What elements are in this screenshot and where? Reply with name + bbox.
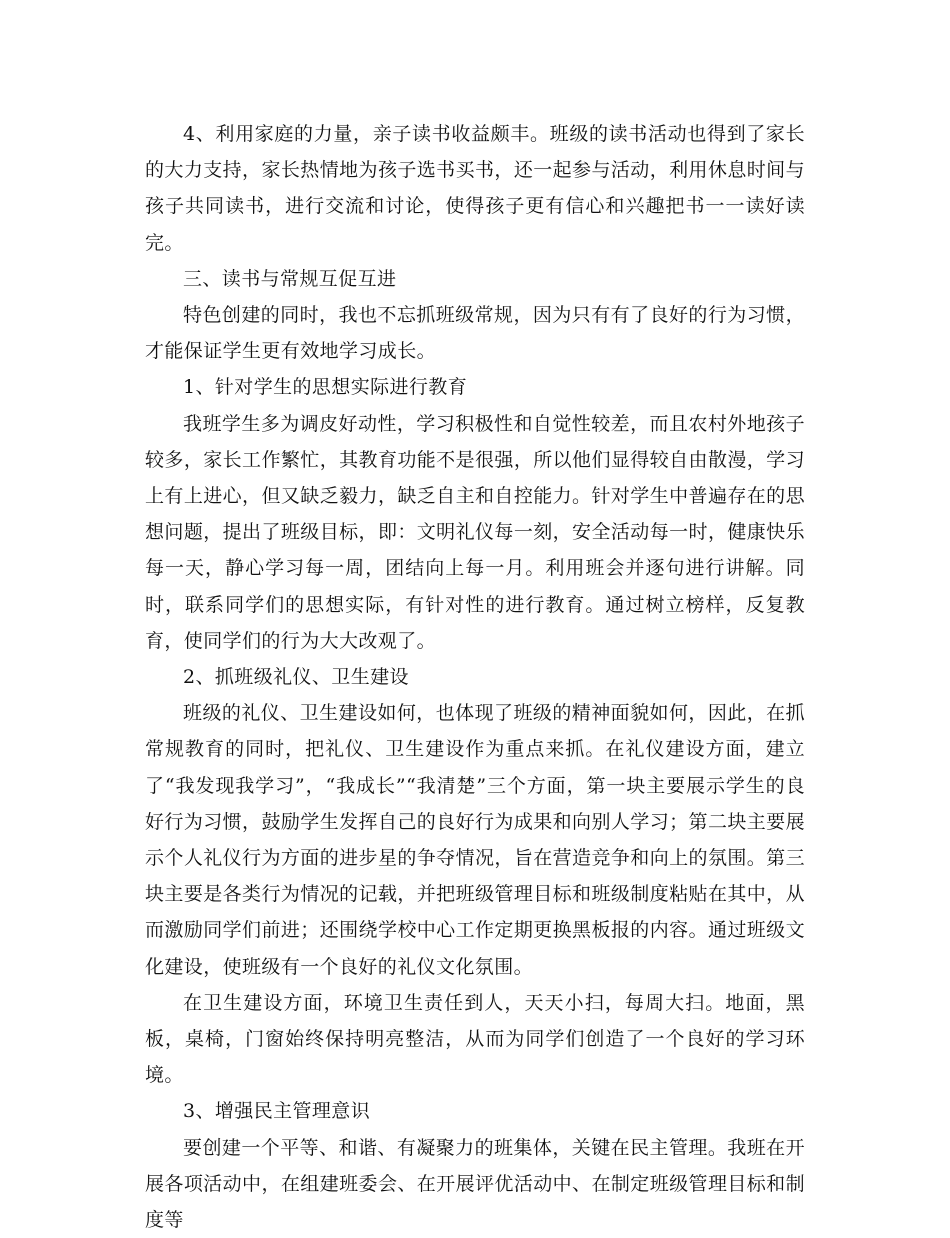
subheading-etiquette-hygiene: 2、抓班级礼仪、卫生建设 — [183, 666, 409, 689]
paragraph-democratic-management: 要创建一个平等、和谐、有凝聚力的班集体，关键在民主管理。我班在开展各项活动中，在组建班委会、在开展评优活动中、在制定班级管理目标和制度等 — [145, 1136, 805, 1232]
subheading-democratic-management: 3、增强民主管理意识 — [183, 1100, 371, 1123]
paragraph-routine-intro: 特色创建的同时，我也不忘抓班级常规，因为只有有了良好的行为习惯，才能保证学生更有效地学习成长。 — [145, 304, 805, 363]
paragraph-etiquette: 班级的礼仪、卫生建设如何，也体现了班级的精神面貌如何，因此，在抓常规教育的同时，把礼仪、卫生建设作为重点来抓。在礼仪建设方面，建立了“我发现我学习”，“我成长”“我清楚”三个方面，第一块主要展示学生的良好行为习惯，鼓励学生发挥自己的良好行为成果和向别人学习；第二块主要展示个人礼仪行为方面的进步星的争夺情况，旨在营造竞争和向上的氛围。第三块主要是各类行为情况的记载，并把班级管理目标和班级制度粘贴在其中，从而激励同学们前进；还围绕学校中心工作定期更换黑板报的内容。通过班级文化建设，使班级有一个良好的礼仪文化氛围。 — [145, 702, 805, 978]
paragraph-thought-education: 我班学生多为调皮好动性，学习积极性和自觉性较差，而且农村外地孩子较多，家长工作繁忙，其教育功能不是很强，所以他们显得较自由散漫，学习上有上进心，但又缺乏毅力，缺乏自主和自控能力。针对学生中普遍存在的思想问题，提出了班级目标，即：文明礼仪每一刻，安全活动每一时，健康快乐每一天，静心学习每一周，团结向上每一月。利用班会并逐句进行讲解。同时，联系同学们的思想实际，有针对性的进行教育。通过树立榜样，反复教育，使同学们的行为大大改观了。 — [145, 412, 805, 652]
paragraph-family-reading: 4、利用家庭的力量，亲子读书收益颇丰。班级的读书活动也得到了家长的大力支持，家长热情地为孩子选书买书，还一起参与活动，利用休息时间与孩子共同读书，进行交流和讨论，使得孩子更有信心和兴趣把书一一读好读完。 — [145, 123, 805, 254]
subheading-thought-education: 1、针对学生的思想实际进行教育 — [183, 376, 468, 399]
heading-reading-and-routine: 三、读书与常规互促互进 — [183, 267, 397, 290]
document-body — [145, 116, 805, 1238]
paragraph-hygiene: 在卫生建设方面，环境卫生责任到人，天天小扫，每周大扫。地面，黑板，桌椅，门窗始终保持明亮整洁，从而为同学们创造了一个良好的学习环境。 — [145, 991, 805, 1087]
